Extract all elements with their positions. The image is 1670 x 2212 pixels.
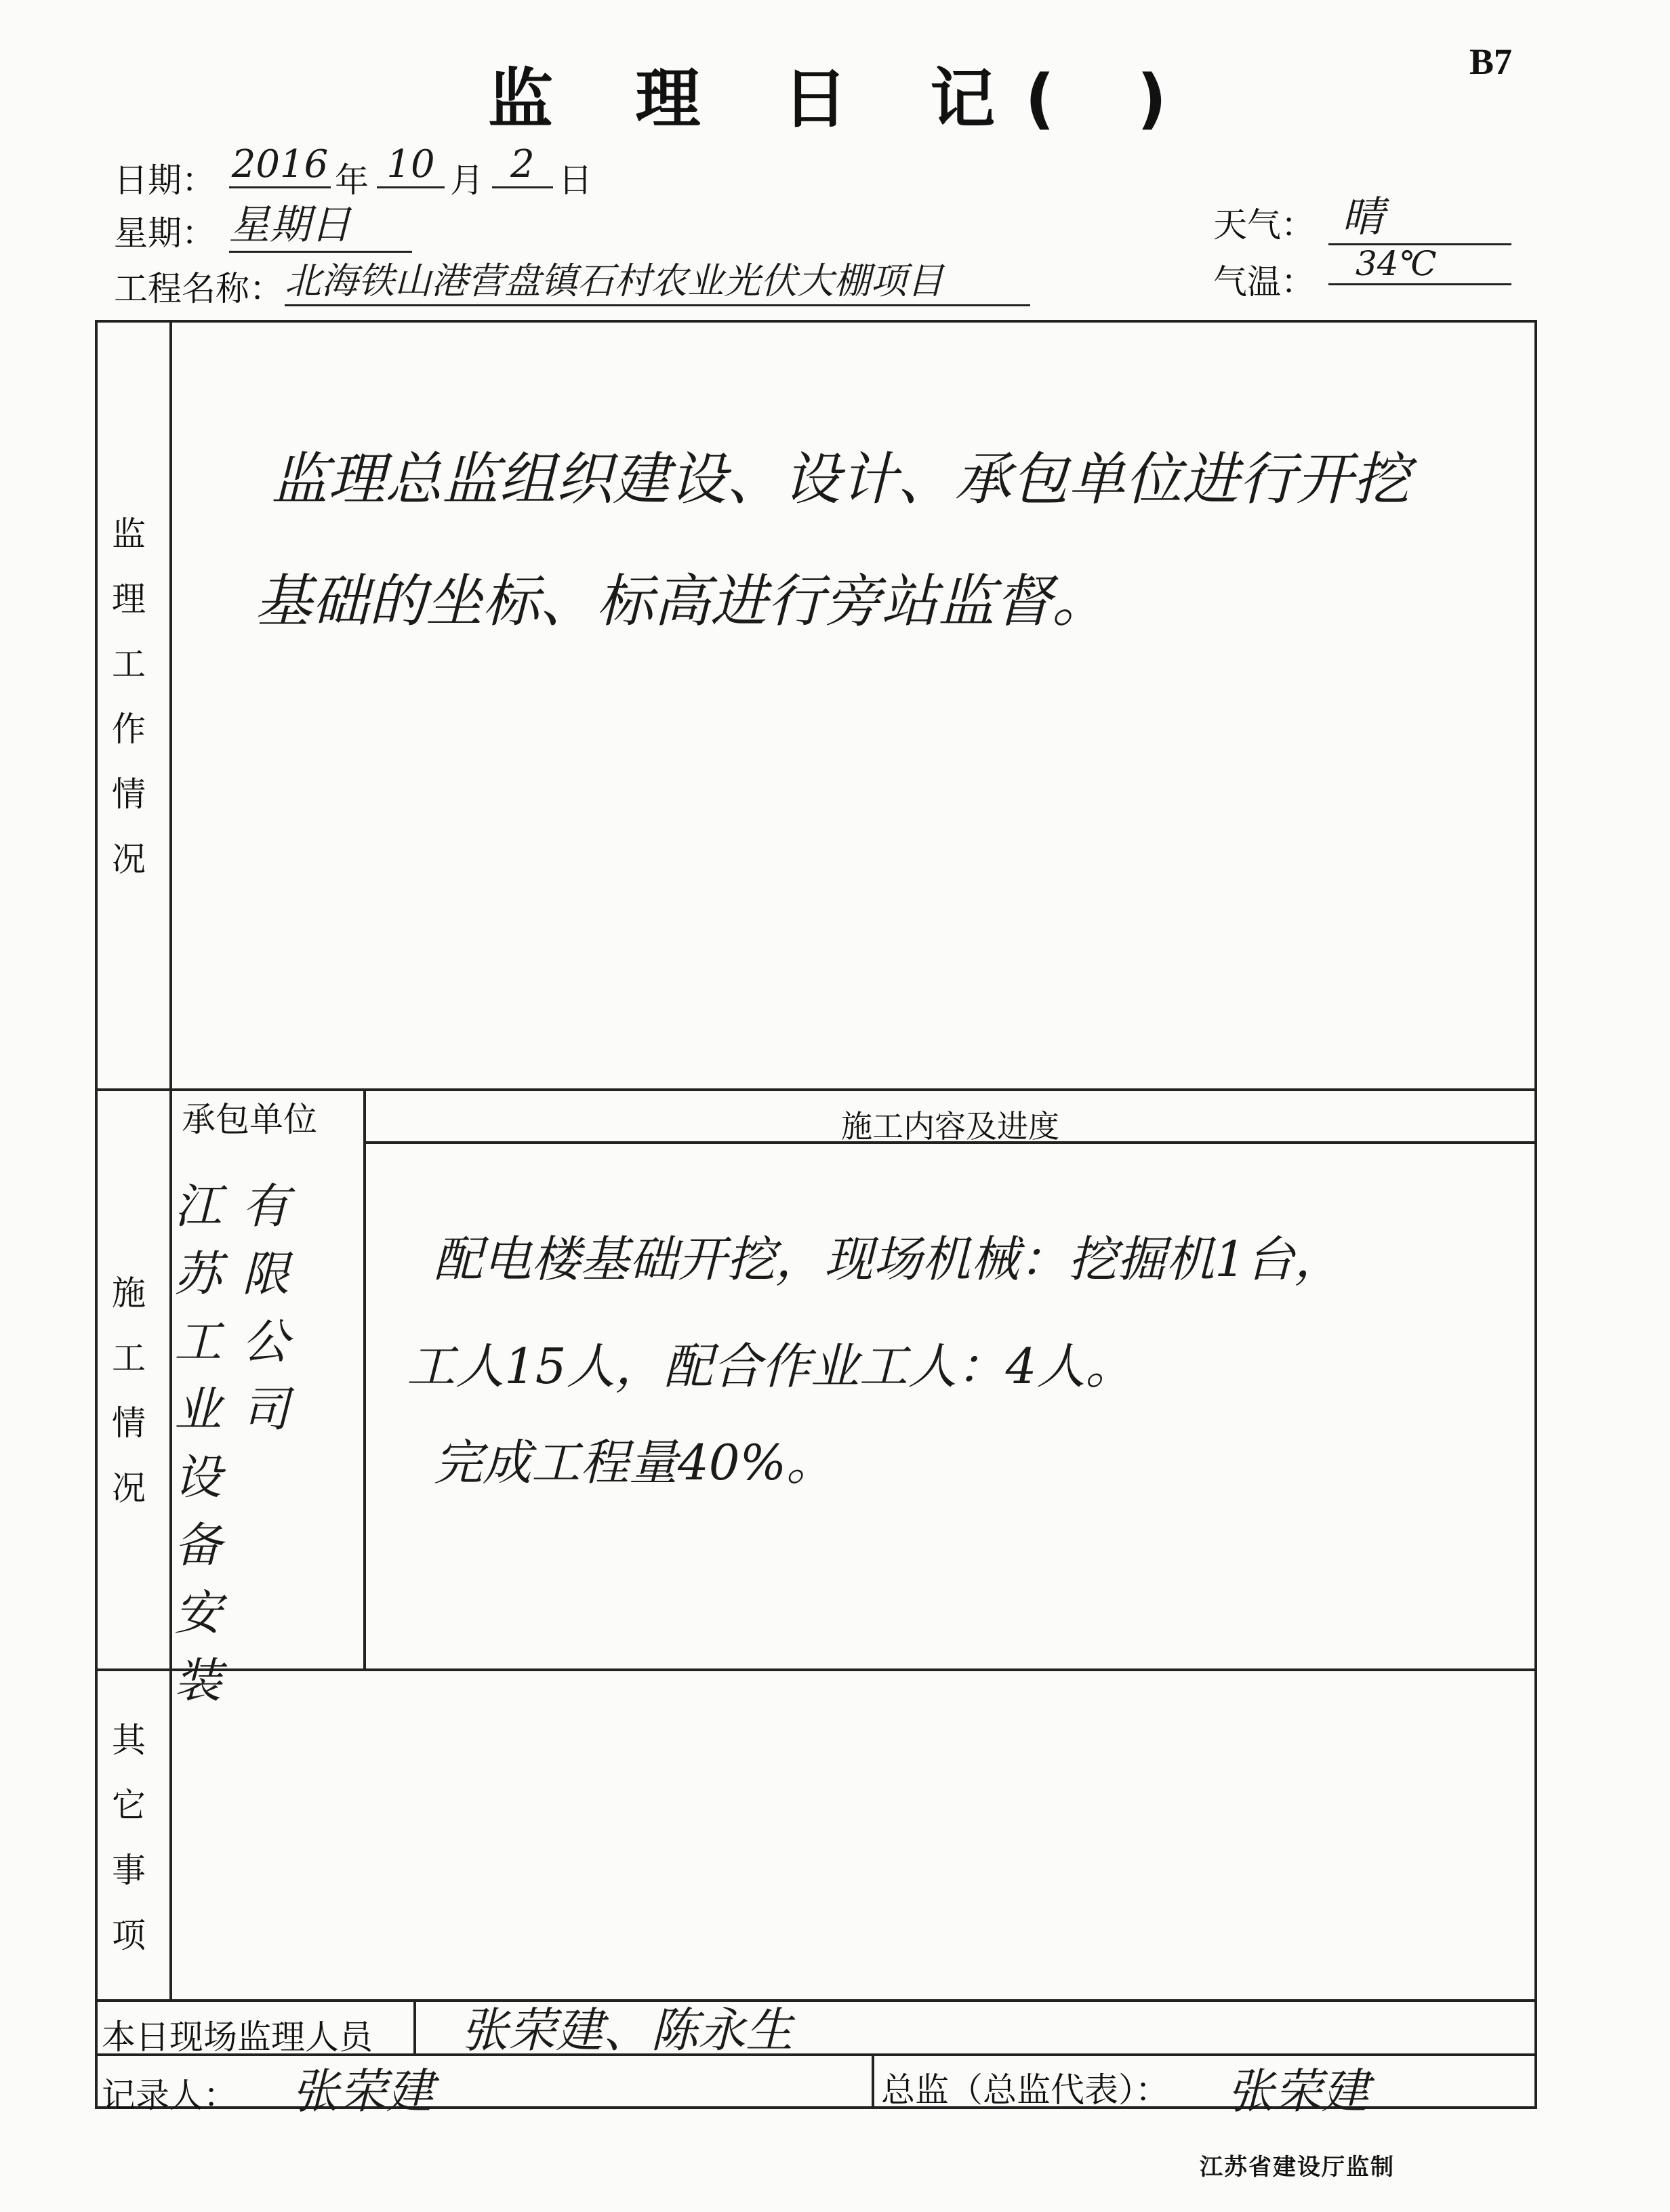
recorder-signature: 张荣建 bbox=[291, 2064, 434, 2119]
recorder-divider bbox=[872, 2053, 874, 2109]
temperature-label: 气温： bbox=[1213, 262, 1315, 302]
contractor-column-divider bbox=[363, 1088, 366, 1668]
recorder-label: 记录人： bbox=[102, 2076, 237, 2115]
staff-label: 本日现场监理人员 bbox=[102, 2018, 373, 2057]
project-name-value: 北海铁山港营盘镇石村农业光伏大棚项目 bbox=[285, 252, 1030, 306]
contractor-name-col2: 有 限 公 司 bbox=[242, 1179, 289, 1437]
page-title: 监 理 日 记( ) bbox=[488, 61, 1197, 137]
progress-line-2: 工人15人，配合作业工人：4人。 bbox=[407, 1338, 1135, 1395]
supervision-line-1: 监理总监组织建设、设计、承包单位进行开挖 bbox=[271, 446, 1410, 512]
label-column-divider bbox=[169, 320, 172, 1999]
construction-section-label: 施 工 情 况 bbox=[112, 1273, 146, 1508]
divider-other bbox=[95, 1999, 1537, 2002]
date-day: 2 bbox=[492, 142, 553, 188]
weekday-label: 星期： bbox=[114, 213, 216, 253]
form-code: B7 bbox=[1469, 41, 1513, 82]
other-section-label: 其 它 事 项 bbox=[112, 1721, 146, 1955]
project-name-label: 工程名称： bbox=[114, 269, 283, 308]
divider-supervision bbox=[95, 1088, 1537, 1091]
month-unit: 月 bbox=[450, 161, 484, 200]
staff-label-divider bbox=[413, 1999, 416, 2053]
date-year: 2016 bbox=[229, 142, 331, 188]
progress-line-1: 配电楼基础开挖，现场机械：挖掘机1台， bbox=[434, 1231, 1343, 1288]
contractor-name-col1: 江 苏 工 业 设 备 安 装 bbox=[174, 1179, 222, 1708]
chief-supervisor-label: 总监（总监代表）： bbox=[881, 2070, 1169, 2110]
weather-value: 晴 bbox=[1328, 183, 1511, 245]
chief-supervisor-signature: 张荣建 bbox=[1227, 2064, 1369, 2119]
supervision-line-2: 基础的坐标、标高进行旁站监督。 bbox=[255, 568, 1109, 634]
contractor-header: 承包单位 bbox=[182, 1100, 317, 1139]
year-unit: 年 bbox=[335, 161, 369, 200]
staff-names: 张荣建、陈永生 bbox=[461, 2003, 793, 2058]
weekday-value: 星期日 bbox=[229, 192, 412, 253]
date-month: 10 bbox=[377, 142, 445, 188]
supervision-section-label: 监 理 工 作 情 况 bbox=[112, 514, 146, 879]
issuer-note: 江苏省建设厅监制 bbox=[1200, 2154, 1395, 2181]
divider-construction bbox=[95, 1668, 1537, 1671]
temperature-value: 34℃ bbox=[1328, 244, 1511, 285]
weather-label: 天气： bbox=[1213, 205, 1315, 245]
progress-header: 施工内容及进度 bbox=[841, 1108, 1059, 1145]
date-label: 日期： bbox=[114, 161, 216, 200]
progress-line-3: 完成工程量40%。 bbox=[434, 1434, 836, 1491]
day-unit: 日 bbox=[558, 161, 592, 200]
